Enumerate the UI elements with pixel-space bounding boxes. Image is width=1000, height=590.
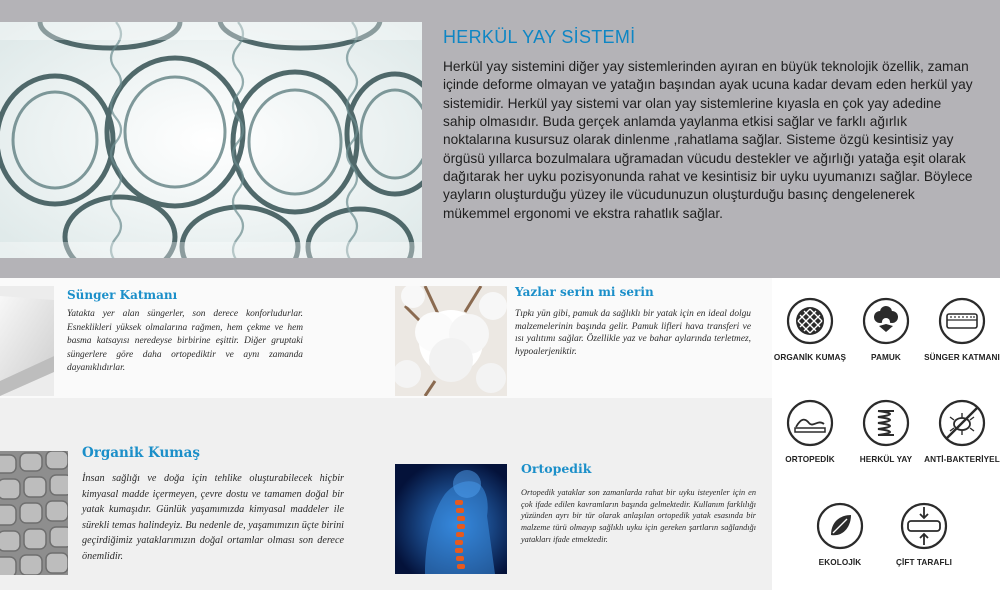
spring-coils-illustration	[0, 22, 422, 258]
feature-text-organic: İnsan sağlığı ve doğa için tehlike oluşturabilecek hiçbir kimyasal madde içermeyen, çevre dostu ve tamamen doğal bir yatak kumaşıdır. Günlük yaşamımızda kimyasal maddeler ile sürekli temas halindeyiz. Bu nedenle de, yaşamımızın üçte birini geçirdiğimiz yataklarımızın doğal ortamlar olması son derece önemlidir.	[82, 473, 344, 562]
double-sided-icon	[899, 501, 949, 551]
badge-hercules-spring	[848, 398, 924, 465]
feature-text-cotton: Tıpkı yün gibi, pamuk da sağlıklı bir yatak için en ideal dolgu malzemelerinin başında gelir. Pamuk lifleri hava transferi ve ısı yalıtımı sağlar. Özellikle yaz ve bahar aylarında terletmez, hypoalerjeniktir.	[515, 309, 751, 357]
badge-label: HERKÜL YAY	[859, 455, 913, 464]
badge-ecological	[802, 501, 878, 568]
leaf-icon	[815, 501, 865, 551]
anti-bacterial-icon	[937, 398, 987, 448]
badge-foam-layer	[924, 296, 1000, 363]
foam-layer-icon	[937, 296, 987, 346]
section-description: Herkül yay sistemini diğer yay sistemlerinden ayıran en büyük teknolojik özellik, zaman içinde deforme olmayan ve yatağın başından ayak ucuna kadar devam eden herkül yay sistemidir. Herkül yay sistemi var olan yay sistemlerine kıyasla en çok yay adedine sahip olmasıdır. Buda gerçek anlamda yaylanma etkisi sağlar ve farklı ağırlık noktalarına kusursuz olarak dinlenme ,rahatlama sağlar. Sisteme özgü kesintisiz yay örgüsü yıllarca bozulmalara uğramadan vücudu destekler ve ağırlığı yatağa eşit olarak dağıtarak her uyku pozisyonunda rahat ve kesintisiz bir uyku uyumanızı sağlar. Böylece yayların oluşturduğu yüzey ile vücudunuzun oluşturduğu basınç dengelenerek mükemmel ergonomi ve ekstra rahatlık sağlar.	[443, 59, 973, 221]
badge-orthopedic	[772, 398, 848, 465]
section-title: HERKÜL YAY SİSTEMİ	[443, 27, 636, 47]
quilted-fabric-image	[0, 451, 68, 575]
feature-text-foam: Yatakta yer alan süngerler, son derece konforludurlar. Esneklikleri yüksek olmalarına rağmen, hem çekme ve hem basma katsayısı neredeyse birbirine eşittir. Diğer gruptaki süngerlere göre daha ortopediktir ve aynı zamanda dayanıklıdırlar.	[67, 309, 303, 374]
badge-label: ORGANİK KUMAŞ	[773, 353, 847, 362]
spine-xray-image	[395, 464, 507, 574]
feature-title-cotton: Yazlar serin mi serin	[515, 285, 654, 299]
spring-icon	[861, 398, 911, 448]
cotton-image	[395, 286, 507, 396]
spring-system-photo	[0, 22, 422, 258]
foam-layer-image	[0, 286, 54, 396]
badge-cotton	[848, 296, 924, 363]
cotton-icon	[861, 296, 911, 346]
feature-text-orthopedic: Ortopedik yataklar son zamanlarda rahat bir uyku isteyenler için en çok ifade edilen kavramların başında gelmektedir. Kullanım farklılığı yüzünden ayrı bir tür olarak anlaşılan ortopedik yatak esasında bir malzeme türü olmayıp sağlıklı uyku için gereken şartların sağlandığı yatakları ifade etmektedir.	[521, 488, 756, 544]
badge-organic-fabric	[772, 296, 848, 363]
badge-label: SÜNGER KATMANI	[924, 353, 1000, 362]
feature-title-orthopedic: Ortopedik	[521, 461, 592, 476]
badge-anti-bacterial	[920, 398, 1000, 465]
orthopedic-icon	[785, 398, 835, 448]
badge-label: EKOLOJİK	[818, 558, 862, 567]
feature-title-organic: Organik Kumaş	[82, 445, 200, 461]
header-band	[0, 0, 1000, 278]
badge-label: ÇİFT TARAFLI	[895, 558, 953, 567]
feature-icons-panel	[772, 278, 1000, 590]
feature-title-foam: Sünger Katmanı	[67, 288, 178, 302]
badge-double-sided	[886, 501, 962, 568]
badge-label: ORTOPEDİK	[785, 455, 835, 464]
badge-label: ANTİ-BAKTERİYEL	[924, 455, 1000, 464]
badge-label: PAMUK	[871, 353, 901, 362]
organic-fabric-icon	[785, 296, 835, 346]
features-area	[0, 278, 772, 590]
